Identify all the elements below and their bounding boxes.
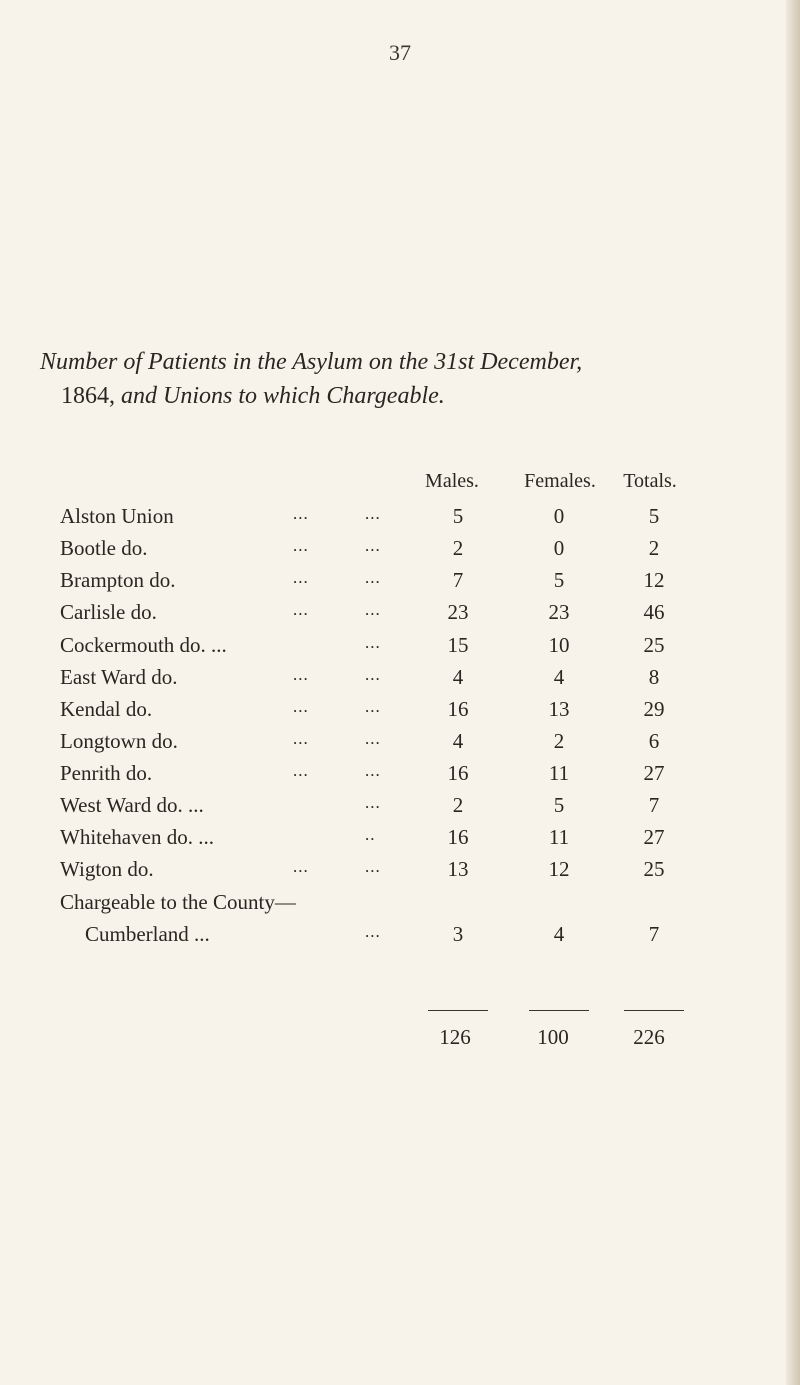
- row-females-value: 23: [548, 600, 570, 624]
- table-row: [0, 729, 800, 759]
- row-leader-dots: ...: [365, 600, 381, 619]
- row-totals-value: 27: [643, 825, 665, 849]
- row-females-value: 0: [553, 504, 565, 528]
- table-row: [0, 761, 800, 791]
- title-line-1: Number of Patients in the Asylum on the 31st December,: [40, 349, 583, 375]
- table-row: [0, 600, 800, 630]
- row-union-name: Alston Union: [60, 504, 174, 528]
- table-row: [0, 793, 800, 823]
- row-leader-dots: ...: [293, 504, 309, 523]
- row-males-value: 2: [452, 536, 464, 560]
- row-males-value: 5: [452, 504, 464, 528]
- row-leader-dots: ...: [365, 568, 381, 587]
- rule-males: [428, 1010, 488, 1011]
- row-leader-dots: ...: [365, 761, 381, 780]
- row-union-name: Whitehaven do. ...: [60, 825, 214, 849]
- row-leader-dots: ...: [365, 729, 381, 748]
- table-row: [0, 697, 800, 727]
- row-males-value: 23: [447, 600, 469, 624]
- row-union-name: West Ward do. ...: [60, 793, 204, 817]
- row-union-name: Kendal do.: [60, 697, 153, 721]
- row-leader-dots: ...: [293, 761, 309, 780]
- header-females: Females.: [524, 470, 596, 492]
- row-union-name: East Ward do.: [60, 665, 178, 689]
- row-males-value: 3: [452, 922, 464, 946]
- row-males-value: 15: [447, 633, 469, 657]
- row-totals-value: 29: [643, 697, 665, 721]
- table-row: [0, 890, 800, 920]
- row-totals-value: 6: [648, 729, 660, 753]
- header-totals: Totals.: [623, 470, 677, 492]
- row-females-value: 4: [553, 665, 565, 689]
- row-union-name: Penrith do.: [60, 761, 153, 785]
- row-males-value: 16: [447, 761, 469, 785]
- table-row: [0, 633, 800, 663]
- row-females-value: 0: [553, 536, 565, 560]
- total-males: 126: [439, 1025, 471, 1049]
- row-females-value: 10: [548, 633, 570, 657]
- row-females-value: 4: [553, 922, 565, 946]
- row-leader-dots: ..: [365, 825, 376, 844]
- row-leader-dots: ...: [293, 600, 309, 619]
- rule-females: [529, 1010, 589, 1011]
- row-totals-value: 25: [643, 857, 665, 881]
- row-leader-dots: ...: [365, 665, 381, 684]
- row-union-name: Carlisle do.: [60, 600, 157, 624]
- row-females-value: 12: [548, 857, 570, 881]
- table-row: [0, 857, 800, 887]
- row-females-value: 11: [548, 761, 570, 785]
- table-row: [0, 825, 800, 855]
- row-totals-value: 7: [648, 793, 660, 817]
- row-males-value: 4: [452, 665, 464, 689]
- row-union-name: Chargeable to the County—: [60, 890, 296, 914]
- row-leader-dots: ...: [365, 697, 381, 716]
- row-totals-value: 7: [648, 922, 660, 946]
- row-totals-value: 46: [643, 600, 665, 624]
- row-leader-dots: ...: [293, 536, 309, 555]
- table-row: [0, 536, 800, 566]
- row-females-value: 13: [548, 697, 570, 721]
- row-union-name: Wigton do.: [60, 857, 154, 881]
- page-number: 37: [389, 40, 411, 65]
- row-females-value: 5: [553, 793, 565, 817]
- table-row: [0, 665, 800, 695]
- row-females-value: 2: [553, 729, 565, 753]
- row-leader-dots: ...: [365, 922, 381, 941]
- row-leader-dots: ...: [365, 633, 381, 652]
- row-union-name: Bootle do.: [60, 536, 148, 560]
- row-totals-value: 5: [648, 504, 660, 528]
- row-union-name: Longtown do.: [60, 729, 178, 753]
- row-males-value: 13: [447, 857, 469, 881]
- row-totals-value: 8: [648, 665, 660, 689]
- row-union-name: Cockermouth do. ...: [60, 633, 227, 657]
- row-totals-value: 25: [643, 633, 665, 657]
- title-year: 1864,: [61, 383, 115, 409]
- table-row: [0, 922, 800, 952]
- row-leader-dots: ...: [365, 793, 381, 812]
- row-males-value: 4: [452, 729, 464, 753]
- row-leader-dots: ...: [293, 697, 309, 716]
- row-union-name: Cumberland ...: [85, 922, 210, 946]
- row-leader-dots: ...: [365, 857, 381, 876]
- row-totals-value: 27: [643, 761, 665, 785]
- row-females-value: 5: [553, 568, 565, 592]
- row-males-value: 2: [452, 793, 464, 817]
- row-leader-dots: ...: [293, 568, 309, 587]
- row-leader-dots: ...: [293, 665, 309, 684]
- row-totals-value: 2: [648, 536, 660, 560]
- row-leader-dots: ...: [365, 504, 381, 523]
- title-line-2-rest: and Unions to which Chargeable.: [121, 383, 445, 409]
- row-males-value: 16: [447, 697, 469, 721]
- total-totals: 226: [633, 1025, 665, 1049]
- table-row: [0, 504, 800, 534]
- row-males-value: 7: [452, 568, 464, 592]
- row-leader-dots: ...: [365, 536, 381, 555]
- row-leader-dots: ...: [293, 729, 309, 748]
- row-totals-value: 12: [643, 568, 665, 592]
- row-leader-dots: ...: [293, 857, 309, 876]
- row-males-value: 16: [447, 825, 469, 849]
- table-row: [0, 568, 800, 598]
- rule-totals: [624, 1010, 684, 1011]
- row-union-name: Brampton do.: [60, 568, 176, 592]
- row-females-value: 11: [548, 825, 570, 849]
- header-males: Males.: [425, 470, 479, 492]
- total-females: 100: [537, 1025, 569, 1049]
